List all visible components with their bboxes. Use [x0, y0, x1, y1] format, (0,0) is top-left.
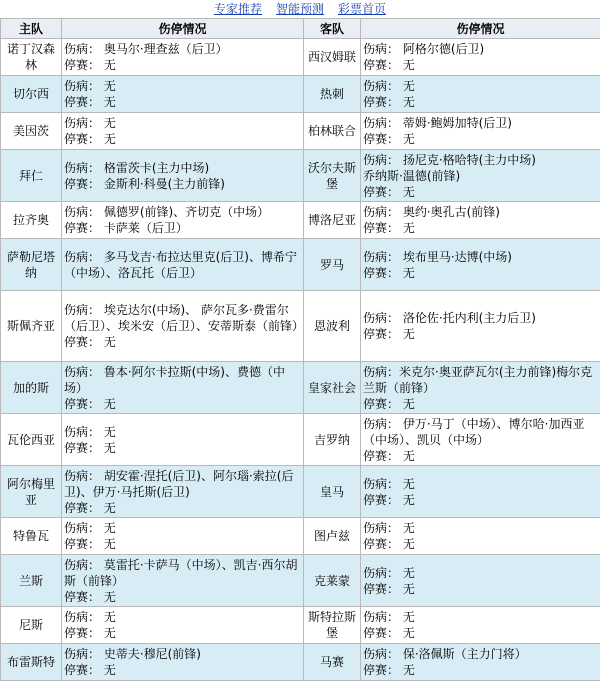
away-team-name: 博洛尼亚 [304, 202, 361, 239]
away-team-name: 克莱蒙 [304, 555, 361, 607]
away-injury-info [361, 607, 600, 644]
header-home-injury: 伤停情况 [62, 19, 304, 39]
injury-line: 停赛： 无 [363, 492, 415, 507]
table-row [1, 113, 600, 150]
home-team-name: 拜仁 [1, 150, 62, 202]
table-row [1, 150, 600, 202]
table-row [1, 291, 600, 362]
home-team-name: 美因茨 [1, 113, 62, 150]
away-injury-info [361, 555, 600, 607]
table-row [1, 76, 600, 113]
injury-line: 伤病： 佩德罗(前锋)、齐切克（中场） [64, 205, 270, 219]
table-row [1, 362, 600, 414]
injury-line: 伤病： 鲁本·阿尔卡拉斯(中场)、费德（中场） [64, 364, 285, 395]
injury-line: 伤病： 无 [363, 565, 415, 580]
table-row [1, 607, 600, 644]
injury-line: 伤病： 多马戈吉·布拉达里克(后卫)、博希宁（中场）、洛瓦托（后卫） [64, 249, 297, 280]
injury-line: 伤病： 无 [64, 116, 116, 130]
injury-line: 停赛： 无 [64, 335, 116, 349]
injury-line: 伤病： 胡安霍·涅托(后卫)、阿尔瑙·索拉(后卫)、伊万·马托斯(后卫) [64, 468, 294, 499]
home-injury-info [62, 414, 304, 466]
home-team-name: 切尔西 [1, 76, 62, 113]
injury-line: 伤病： 无 [363, 476, 415, 491]
injury-line: 伤病： 史蒂夫·穆尼(前锋) [64, 647, 201, 661]
injury-line: 停赛： 无 [64, 589, 116, 604]
home-team-name: 加的斯 [1, 362, 62, 414]
away-team-name: 皇家社会 [304, 362, 361, 414]
away-injury-info [361, 291, 600, 362]
injury-line: 停赛： 无 [363, 132, 415, 146]
injury-line: 停赛： 无 [64, 440, 116, 455]
home-team-name: 尼斯 [1, 607, 62, 644]
home-team-name: 阿尔梅里亚 [1, 466, 62, 518]
injury-line: 伤病： 无 [64, 79, 116, 93]
injury-line: 停赛： 金斯利·科曼(主力前锋) [64, 176, 225, 191]
home-injury-info [62, 202, 304, 239]
home-injury-info [62, 291, 304, 362]
injury-line: 停赛： 无 [363, 327, 415, 341]
away-injury-info [361, 518, 600, 555]
injury-line: 停赛： 无 [363, 265, 415, 280]
home-injury-info [62, 607, 304, 644]
home-injury-info [62, 518, 304, 555]
table-row [1, 239, 600, 291]
injury-line: 伤病：米克尔·奥亚萨瓦尔(主力前锋)梅尔克兰斯（前锋） [363, 364, 593, 395]
home-team-name: 布雷斯特 [1, 644, 62, 681]
injury-table [0, 18, 600, 681]
home-injury-info [62, 150, 304, 202]
table-row [1, 39, 600, 76]
home-team-name: 兰斯 [1, 555, 62, 607]
injury-line: 停赛： 无 [64, 500, 116, 515]
injury-line: 停赛： 无 [363, 537, 415, 551]
injury-line: 停赛： 无 [64, 132, 116, 146]
home-team-name: 斯佩齐亚 [1, 291, 62, 362]
injury-line: 停赛： 无 [363, 448, 415, 463]
away-team-name: 吉罗纳 [304, 414, 361, 466]
injury-line: 伤病： 阿格尔德(后卫) [363, 42, 485, 56]
header-home-team: 主队 [1, 19, 62, 39]
injury-line: 伤病： 无 [363, 521, 415, 535]
away-injury-info [361, 414, 600, 466]
home-injury-info [62, 239, 304, 291]
table-row [1, 518, 600, 555]
injury-line: 伤病： 无 [64, 521, 116, 535]
away-team-name: 马赛 [304, 644, 361, 681]
injury-line: 伤病： 奥马尔·理查兹（后卫） [64, 42, 228, 56]
table-row [1, 466, 600, 518]
injury-line: 伤病： 蒂姆·鲍姆加特(后卫) [363, 116, 512, 130]
injury-line: 伤病： 格雷茨卡(主力中场) [64, 160, 210, 175]
away-team-name: 图卢兹 [304, 518, 361, 555]
away-team-name: 罗马 [304, 239, 361, 291]
injury-line: 停赛： 无 [64, 95, 116, 109]
injury-line: 伤病： 无 [363, 79, 415, 93]
header-away-injury: 伤停情况 [361, 19, 600, 39]
injury-line: 伤病： 无 [64, 424, 116, 439]
table-row [1, 414, 600, 466]
table-header-row [1, 19, 600, 39]
home-team-name: 萨勒尼塔纳 [1, 239, 62, 291]
away-injury-info [361, 76, 600, 113]
injury-line: 伤病： 洛伦佐·托内利(主力后卫) [363, 311, 536, 325]
nav-link-2[interactable]: 智能预测 [275, 2, 324, 16]
injury-line: 停赛： 无 [363, 663, 415, 677]
injury-line: 停赛： 无 [64, 58, 116, 72]
injury-line: 停赛： 无 [64, 626, 116, 640]
away-injury-info [361, 150, 600, 202]
injury-line: 停赛： 无 [363, 95, 415, 109]
injury-line: 停赛： 无 [64, 537, 116, 551]
away-team-name: 热刺 [304, 76, 361, 113]
home-injury-info [62, 113, 304, 150]
header-away-team: 客队 [304, 19, 361, 39]
home-team-name: 拉齐奥 [1, 202, 62, 239]
injury-line: 伤病： 莫雷托·卡萨马（中场）、凯吉·西尔胡斯（前锋） [64, 557, 298, 588]
table-row [1, 202, 600, 239]
injury-line: 伤病： 扬尼克·格哈特(主力中场) [363, 152, 536, 167]
away-injury-info [361, 202, 600, 239]
home-injury-info [62, 39, 304, 76]
away-injury-info [361, 39, 600, 76]
home-injury-info [62, 644, 304, 681]
injury-line: 停赛： 无 [363, 626, 415, 640]
table-row [1, 555, 600, 607]
injury-line: 停赛： 无 [363, 58, 415, 72]
injury-line: 伤病： 伊万·马丁（中场）、博尔哈·加西亚（中场）、凯贝（中场） [363, 416, 585, 447]
injury-line: 停赛： 无 [64, 663, 116, 677]
away-team-name: 柏林联合 [304, 113, 361, 150]
home-team-name: 诺丁汉森林 [1, 39, 62, 76]
injury-line: 伤病： 保·洛佩斯（主力门将） [363, 647, 527, 661]
away-injury-info [361, 466, 600, 518]
injury-line: 停赛： 无 [64, 396, 116, 411]
nav-link-1[interactable]: 专家推荐 [213, 2, 262, 16]
away-injury-info [361, 239, 600, 291]
away-injury-info [361, 113, 600, 150]
injury-line: 伤病： 奥约·奥孔古(前锋) [363, 205, 500, 219]
injury-line: 伤病： 无 [363, 610, 415, 624]
table-row [1, 644, 600, 681]
away-injury-info [361, 362, 600, 414]
nav-link-3[interactable]: 彩票首页 [338, 2, 387, 16]
home-injury-info [62, 362, 304, 414]
away-team-name: 沃尔夫斯堡 [304, 150, 361, 202]
injury-line: 停赛： 无 [363, 184, 415, 199]
injury-line: 停赛： 无 [363, 581, 415, 596]
injury-line: 停赛： 无 [363, 221, 415, 235]
injury-line: 伤病： 埃布里马·达博(中场) [363, 249, 512, 264]
home-team-name: 瓦伦西亚 [1, 414, 62, 466]
home-team-name: 特鲁瓦 [1, 518, 62, 555]
away-team-name: 斯特拉斯堡 [304, 607, 361, 644]
home-injury-info [62, 466, 304, 518]
away-team-name: 皇马 [304, 466, 361, 518]
home-injury-info [62, 76, 304, 113]
away-team-name: 西汉姆联 [304, 39, 361, 76]
injury-line: 乔纳斯·温德(前锋) [363, 168, 461, 183]
home-injury-info [62, 555, 304, 607]
injury-line: 伤病： 埃克达尔(中场)、 萨尔瓦多·费雷尔（后卫）、埃米安（后卫）、安蒂斯泰（前锋） [64, 303, 305, 333]
top-navigation [0, 0, 600, 18]
away-team-name: 恩波利 [304, 291, 361, 362]
injury-line: 伤病： 无 [64, 610, 116, 624]
injury-line: 停赛： 卡萨莱（后卫） [64, 221, 188, 235]
injury-line: 停赛： 无 [363, 396, 415, 411]
away-injury-info [361, 644, 600, 681]
